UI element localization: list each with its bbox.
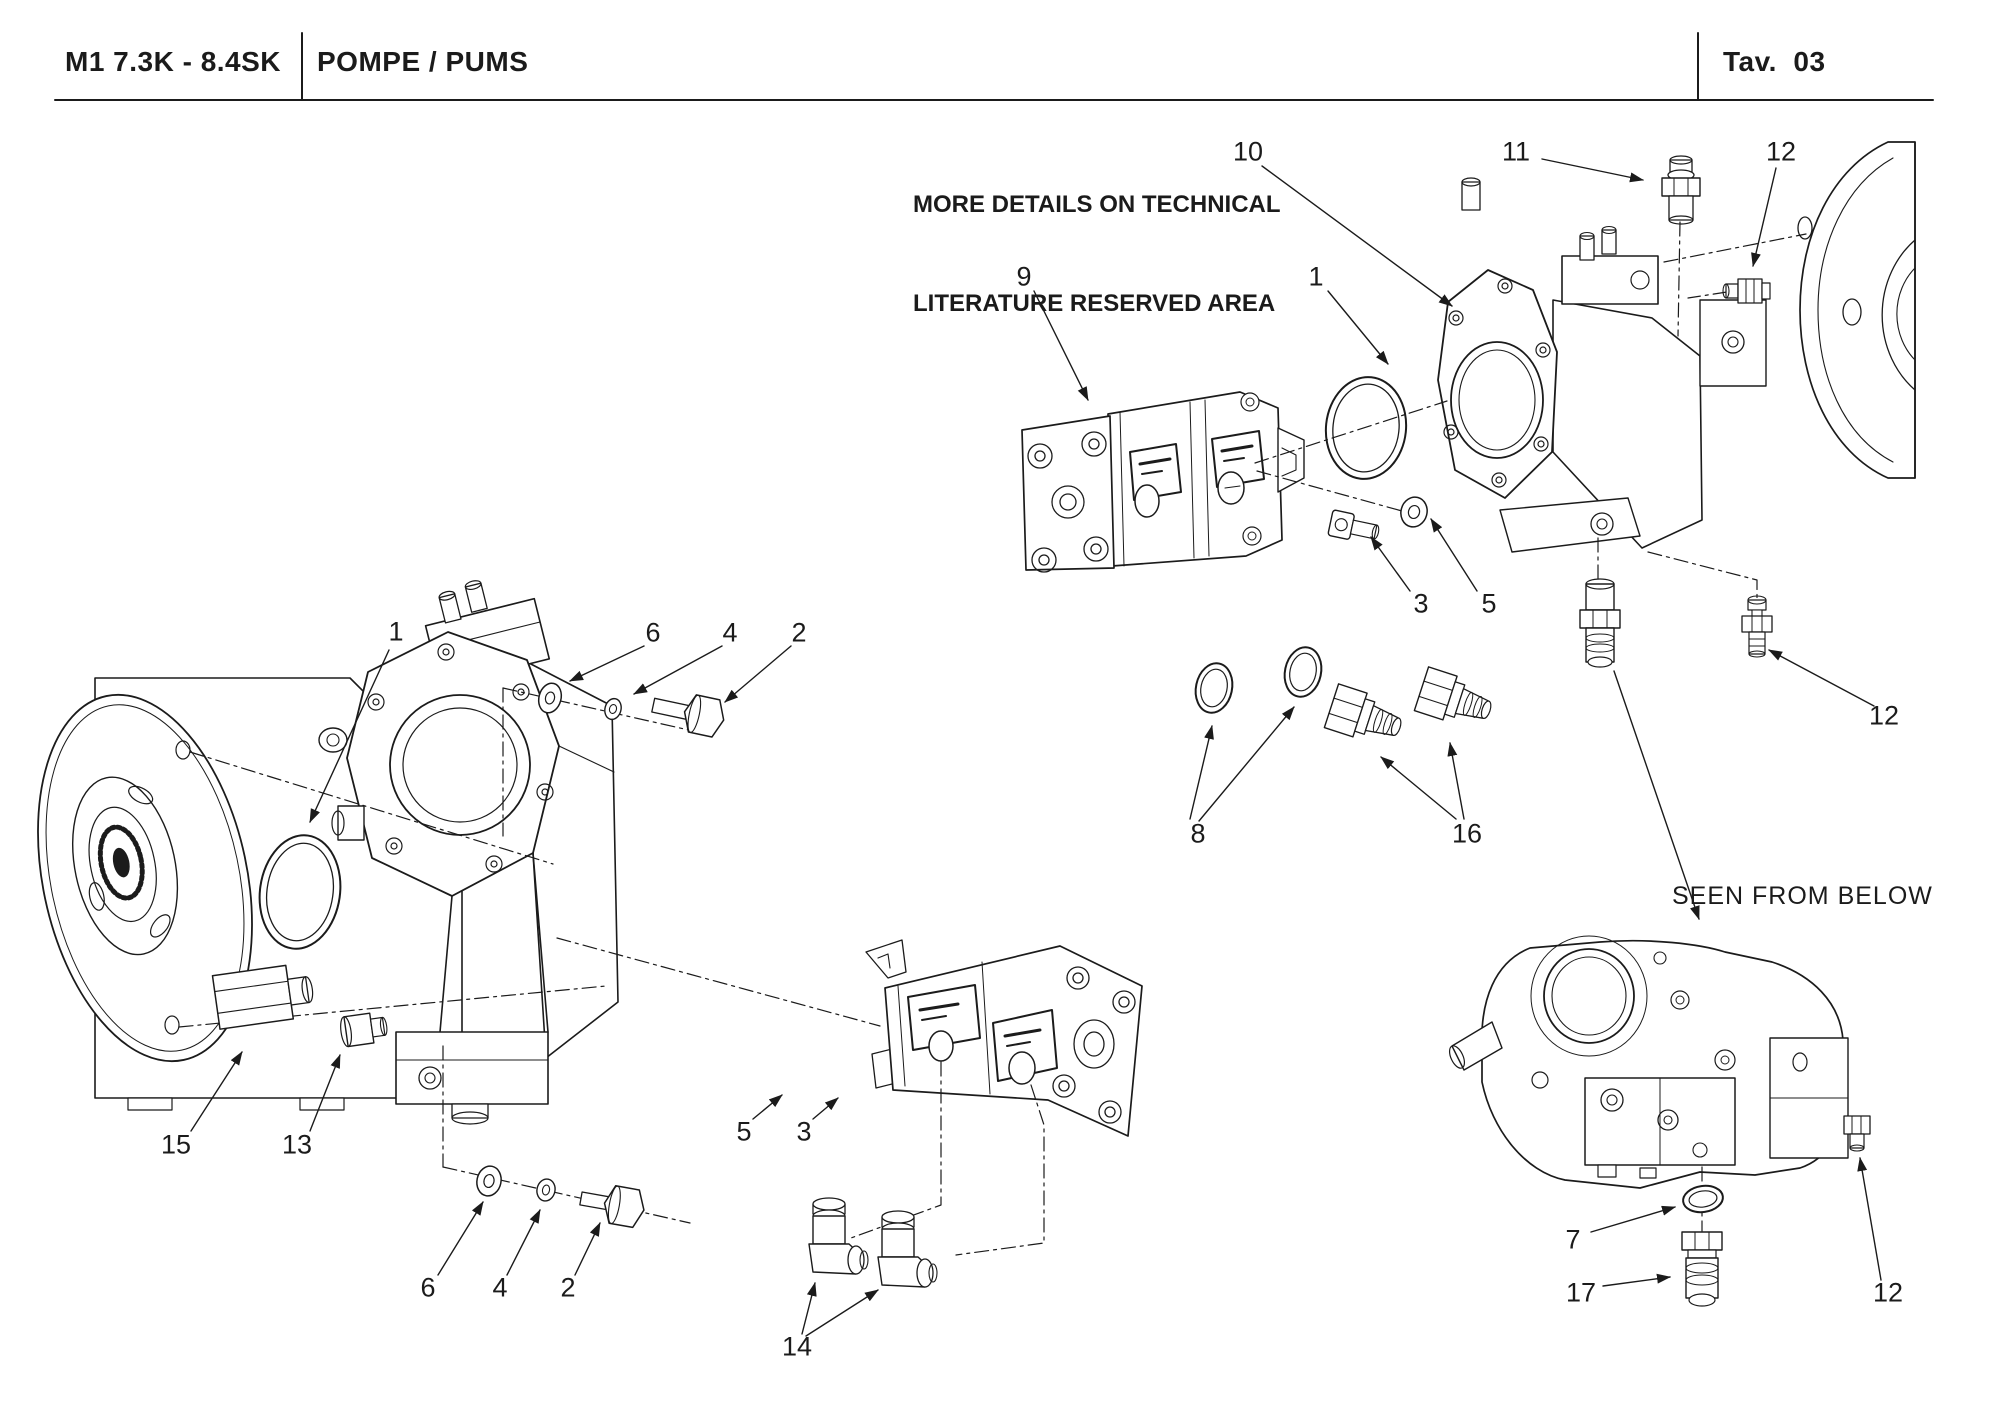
piston-pump-10-drawing	[1438, 178, 1766, 552]
callout-10: 10	[1232, 136, 1264, 167]
callout-1: 1	[388, 616, 404, 647]
washer-5-top-drawing	[1398, 494, 1431, 530]
callout-1: 1	[1308, 261, 1324, 292]
callout-12: 12	[1872, 1277, 1904, 1308]
callout-15: 15	[160, 1129, 192, 1160]
callout-3: 3	[796, 1116, 812, 1147]
reserved-area-note-line1: MORE DETAILS ON TECHNICAL	[913, 191, 1281, 218]
fitting-12-right-drawing	[1742, 596, 1772, 657]
callout-3: 3	[1413, 588, 1429, 619]
barb-fitting-17-bottom-drawing	[1682, 1232, 1722, 1306]
reserved-area-note-line2: LITERATURE RESERVED AREA	[913, 290, 1276, 317]
bell-housing-drawing	[1798, 142, 1915, 478]
o-ring-7-drawing	[1681, 1183, 1724, 1214]
washer-4-bottom-drawing	[535, 1177, 557, 1202]
tandem-gear-pump-lower-drawing	[866, 940, 1142, 1136]
plate-number: Tav. 03	[1723, 46, 1826, 77]
tandem-gear-pump-9-drawing	[1022, 392, 1304, 572]
o-ring-1-top-drawing	[1321, 373, 1411, 483]
bolt-2-bottom-drawing	[578, 1180, 648, 1229]
callout-17: 17	[1565, 1277, 1597, 1308]
callout-8: 8	[1190, 818, 1206, 849]
callout-14: 14	[781, 1331, 813, 1362]
pump-seen-from-below-drawing	[1446, 936, 1848, 1188]
washer-6-bottom-drawing	[474, 1164, 504, 1198]
callout-5: 5	[736, 1116, 752, 1147]
callout-4: 4	[492, 1272, 508, 1303]
seen-from-below-label: SEEN FROM BELOW	[1672, 882, 1933, 910]
bolt-2-top-drawing	[649, 687, 727, 739]
callout-4: 4	[722, 617, 738, 648]
header-frame	[55, 33, 1933, 100]
banjo-fitting-11-drawing	[1662, 156, 1700, 224]
o-rings-8-drawing	[1191, 644, 1326, 716]
callout-2: 2	[560, 1272, 576, 1303]
callout-6: 6	[645, 617, 661, 648]
callout-12: 12	[1765, 136, 1797, 167]
callout-7: 7	[1565, 1224, 1581, 1255]
fittings-16-drawing	[1324, 667, 1497, 750]
page-model-code: M1 7.3K - 8.4SK	[65, 46, 282, 77]
callout-11: 11	[1501, 136, 1531, 167]
callout-12: 12	[1868, 700, 1900, 731]
callout-9: 9	[1016, 261, 1032, 292]
callout-13: 13	[281, 1129, 313, 1160]
elbow-fittings-14-drawing	[809, 1198, 937, 1287]
callout-5: 5	[1481, 588, 1497, 619]
callout-2: 2	[791, 617, 807, 648]
page-title: POMPE / PUMS	[317, 46, 529, 77]
callout-16: 16	[1451, 818, 1483, 849]
barb-fitting-17-top-drawing	[1580, 579, 1620, 667]
callout-6: 6	[420, 1272, 436, 1303]
